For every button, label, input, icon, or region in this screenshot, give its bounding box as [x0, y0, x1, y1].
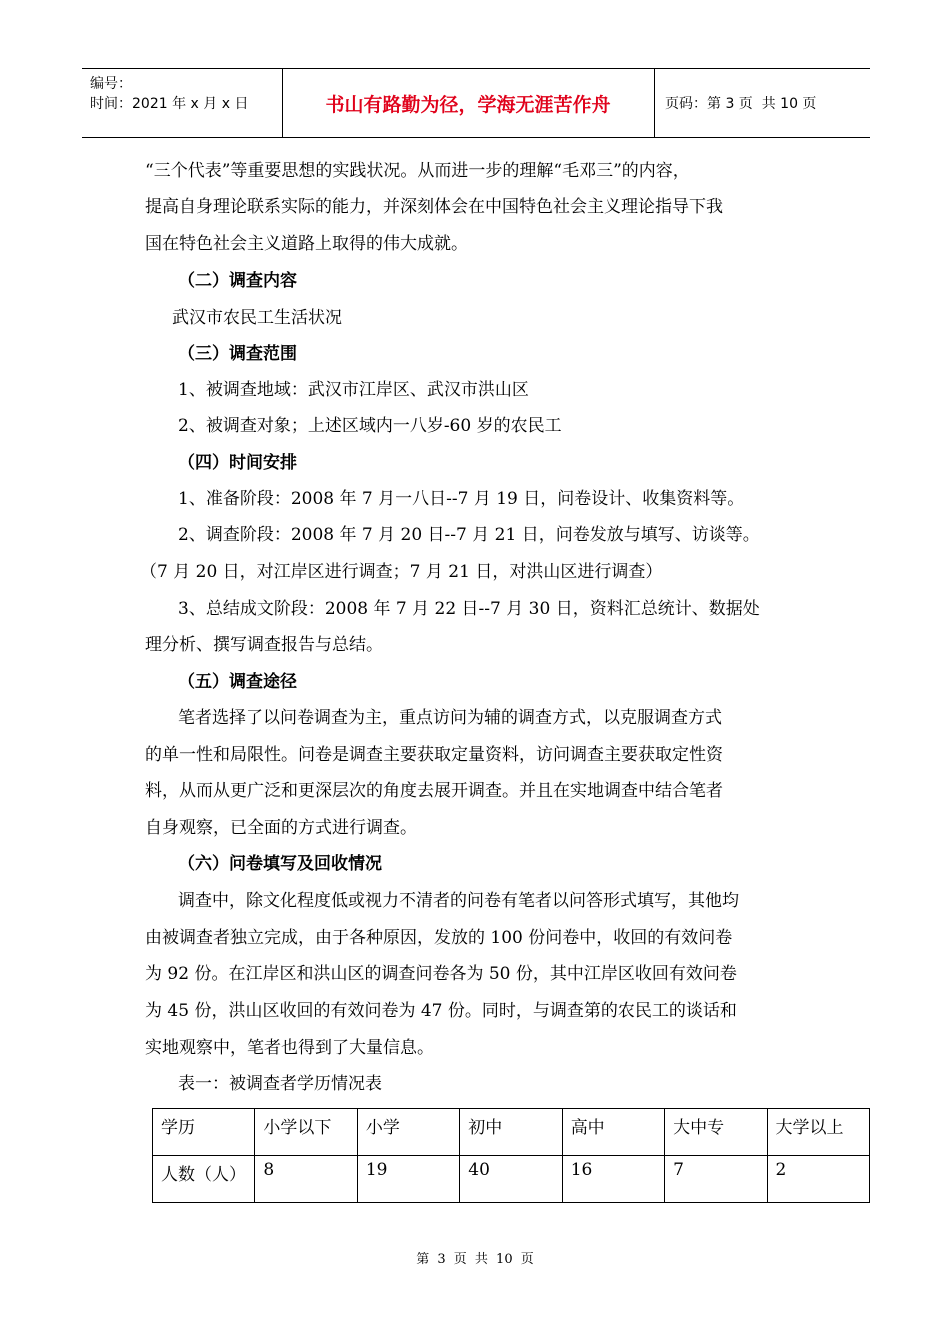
body-line: “三个代表”等重要思想的实践状况。从而进一步的理解“毛邓三”的内容， — [145, 161, 690, 181]
table-header-row — [153, 1109, 870, 1156]
body-line: 2、被调查对象；上述区域内一八岁-60 岁的农民工 — [178, 416, 562, 436]
header-number-label: 编号： — [90, 76, 132, 92]
body-line: 料，从而从更广泛和更深层次的角度去展开调查。并且在实地调查中结合笔者 — [145, 781, 723, 801]
table-cell: 人数（人） — [153, 1156, 255, 1203]
section-heading: （五）调查途径 — [178, 672, 297, 692]
table-cell: 小学 — [357, 1109, 459, 1156]
header-time-label: 时间：2021 年 x 月 x 日 — [90, 96, 249, 112]
body-line: 理分析、撰写调查报告与总结。 — [145, 635, 383, 655]
table-cell: 2 — [767, 1156, 869, 1203]
page-footer: 第 3 页 共 10 页 — [416, 1252, 534, 1267]
body-line: 的单一性和局限性。问卷是调查主要获取定量资料，访问调查主要获取定性资 — [145, 745, 723, 765]
body-line: （7 月 20 日，对江岸区进行调查；7 月 21 日，对洪山区进行调查） — [140, 562, 663, 582]
table-cell: 高中 — [562, 1109, 664, 1156]
header-motto: 书山有路勤为径，学海无涯苦作舟 — [282, 69, 655, 137]
body-line: 武汉市农民工生活状况 — [172, 308, 342, 328]
table-cell: 大中专 — [665, 1109, 767, 1156]
table-cell: 8 — [255, 1156, 357, 1203]
table-cell: 40 — [460, 1156, 562, 1203]
table-cell: 7 — [665, 1156, 767, 1203]
education-table — [152, 1108, 870, 1203]
body-line: 3、总结成文阶段：2008 年 7 月 22 日--7 月 30 日，资料汇总统计、数据处 — [178, 599, 760, 619]
table-cell: 大学以上 — [767, 1109, 869, 1156]
body-line: 由被调查者独立完成，由于各种原因，发放的 100 份问卷中，收回的有效问卷 — [145, 928, 733, 948]
section-heading: （六）问卷填写及回收情况 — [178, 854, 382, 874]
body-line: 为 45 份，洪山区收回的有效问卷为 47 份。同时，与调查第的农民工的谈话和 — [145, 1001, 737, 1021]
table-cell: 16 — [562, 1156, 664, 1203]
table-cell: 初中 — [460, 1109, 562, 1156]
body-line: 实地观察中，笔者也得到了大量信息。 — [145, 1038, 434, 1058]
body-line: 提高自身理论联系实际的能力，并深刻体会在中国特色社会主义理论指导下我 — [145, 197, 723, 217]
table-caption: 表一：被调查者学历情况表 — [178, 1074, 382, 1094]
body-line: 1、准备阶段：2008 年 7 月一八日--7 月 19 日，问卷设计、收集资料等。 — [178, 489, 745, 509]
body-line: 2、调查阶段：2008 年 7 月 20 日--7 月 21 日，问卷发放与填写、访谈等。 — [178, 525, 760, 545]
body-line: 调查中，除文化程度低或视力不清者的问卷有笔者以问答形式填写，其他均 — [178, 891, 739, 911]
header-meta — [82, 69, 283, 137]
body-line: 1、被调查地域：武汉市江岸区、武汉市洪山区 — [178, 380, 529, 400]
section-heading: （二）调查内容 — [178, 271, 297, 291]
table-cell: 19 — [357, 1156, 459, 1203]
body-line: 为 92 份。在江岸区和洪山区的调查问卷各为 50 份，其中江岸区收回有效问卷 — [145, 964, 737, 984]
section-heading: （四）时间安排 — [178, 453, 297, 473]
body-line: 笔者选择了以问卷调查为主，重点访问为辅的调查方式，以克服调查方式 — [178, 708, 722, 728]
section-heading: （三）调查范围 — [178, 344, 297, 364]
header-page-info — [655, 69, 870, 137]
table-row — [153, 1156, 870, 1203]
body-line: 国在特色社会主义道路上取得的伟大成就。 — [145, 234, 468, 254]
table-cell: 学历 — [153, 1109, 255, 1156]
header-page-info-text: 页码：第 3 页 共 10 页 — [665, 96, 817, 112]
page-header — [82, 68, 870, 138]
table-cell: 小学以下 — [255, 1109, 357, 1156]
body-line: 自身观察，已全面的方式进行调查。 — [145, 818, 417, 838]
